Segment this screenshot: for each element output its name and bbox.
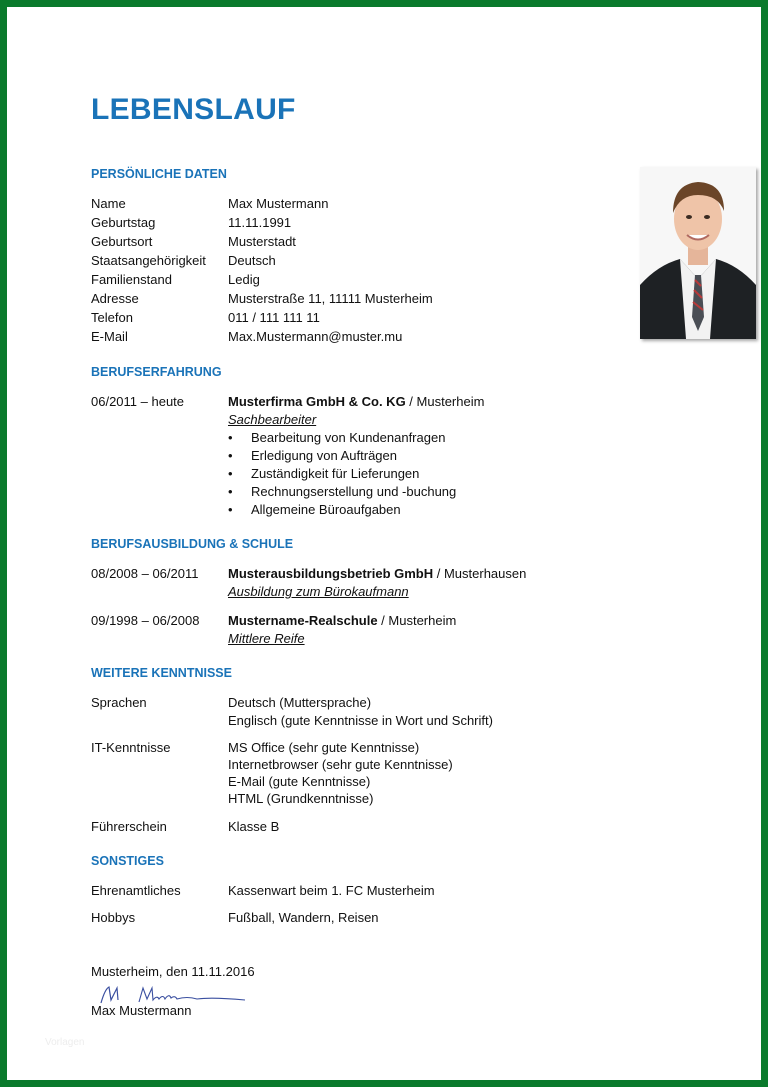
company-name: Musterfirma GmbH & Co. KG [228,394,406,409]
skills-item: E-Mail (gute Kenntnisse) [228,774,371,789]
education-period: 08/2008 – 06/2011 [91,566,199,581]
education-degree: Mittlere Reife [228,631,305,646]
personal-label: Name [91,196,126,211]
skills-label: Führerschein [91,819,167,834]
skills-item: Deutsch (Muttersprache) [228,695,372,710]
bullet-icon: • [228,430,233,445]
personal-label: Geburtstag [91,215,156,230]
skills-item: Englisch (gute Kenntnisse in Wort und Schrift) [228,713,493,728]
personal-label: Geburtsort [91,234,153,249]
task-item: • Bearbeitung von Kundenanfragen [228,430,446,445]
bullet-icon: • [228,466,233,481]
skills-label: IT-Kenntnisse [91,740,171,755]
task-item: • Erledigung von Aufträgen [228,448,397,463]
personal-label: Adresse [91,291,139,306]
personal-value: Max Mustermann [228,196,329,211]
misc-label: Ehrenamtliches [91,883,181,898]
skills-item: MS Office (sehr gute Kenntnisse) [228,740,420,755]
task-item: • Zuständigkeit für Lieferungen [228,466,420,481]
section-heading-misc: SONSTIGES [91,854,164,868]
place-date: Musterheim, den 11.11.2016 [91,964,255,979]
task-item: • Allgemeine Büroaufgaben [228,502,401,517]
education-period: 09/1998 – 06/2008 [91,613,200,628]
skills-label: Sprachen [91,695,147,710]
section-heading-education: BERUFSAUSBILDUNG & SCHULE [91,537,294,551]
personal-value: Musterstraße 11, 11111 Musterheim [228,291,433,306]
section-heading-experience: BERUFSERFAHRUNG [91,365,222,379]
skills-item: Klasse B [228,819,280,834]
personal-value: Ledig [228,272,260,287]
email-value: Max.Mustermann@muster.mu [228,329,403,344]
misc-value: Fußball, Wandern, Reisen [228,910,379,925]
page-title: LEBENSLAUF [91,93,296,126]
signature-name: Max Mustermann [91,1003,192,1018]
portrait-icon [640,167,756,339]
misc-value: Kassenwart beim 1. FC Musterheim [228,883,435,898]
job-role: Sachbearbeiter [228,412,317,427]
bullet-icon: • [228,448,233,463]
personal-value: 011 / 111 111 11 [228,310,320,325]
education-institution: Mustername-Realschule / Musterheim [228,613,457,628]
section-heading-skills: WEITERE KENNTNISSE [91,666,232,680]
company-location: / Musterheim [405,394,485,409]
personal-label: Familienstand [91,272,172,287]
personal-value: Musterstadt [228,234,296,249]
bullet-icon: • [228,502,233,517]
education-degree: Ausbildung zum Bürokaufmann [228,584,409,599]
skills-item: HTML (Grundkenntnisse) [228,791,374,806]
section-heading-personal: PERSÖNLICHE DATEN [91,167,227,181]
personal-label: Telefon [91,310,133,325]
portrait-photo [640,167,756,339]
personal-value: Deutsch [228,253,276,268]
experience-employer [228,394,484,409]
personal-label: Staatsangehörigkeit [91,253,206,268]
education-institution: Musterausbildungsbetrieb GmbH / Musterhausen [228,566,527,581]
bullet-icon: • [228,484,233,499]
personal-value: 11.11.1991 [228,215,292,230]
personal-label: E-Mail [91,329,128,344]
watermark: Vorlagen [45,1037,85,1048]
page [7,7,761,1080]
experience-period: 06/2011 – heute [91,394,185,409]
misc-label: Hobbys [91,910,136,925]
task-item: • Rechnungserstellung und -buchung [228,484,457,499]
skills-item: Internetbrowser (sehr gute Kenntnisse) [228,757,453,772]
